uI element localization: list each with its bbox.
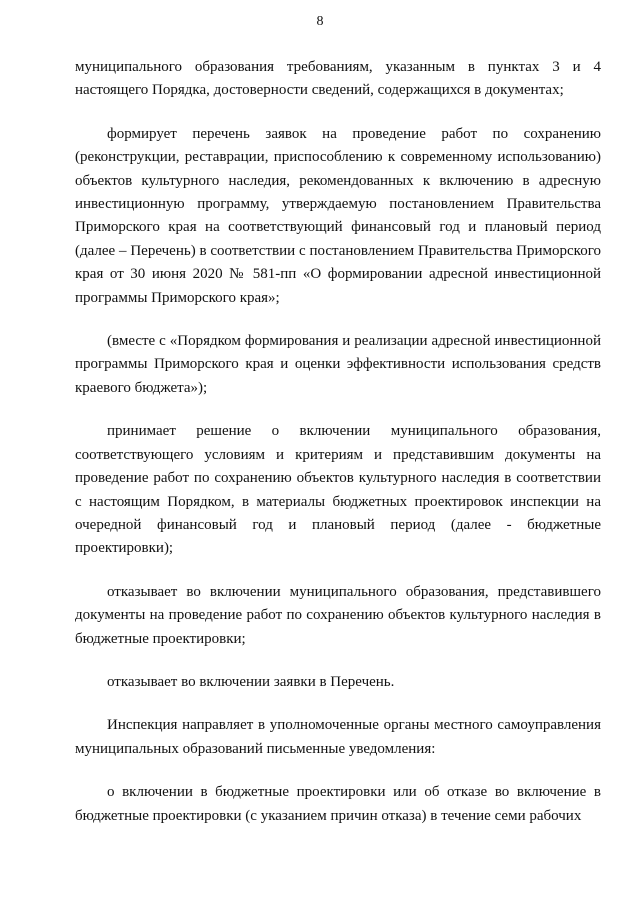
page-number: 8 — [316, 14, 324, 29]
paragraph-together-with: (вместе с «Порядком формирования и реализации адресной инвестиционной программы Приморского края и оценки эффективности использования средств краевого бюджета»); — [75, 333, 601, 396]
paragraph-inspection-sends: Инспекция направляет в уполномоченные органы местного самоуправления муниципальных образований письменные уведомления: — [75, 717, 601, 757]
paragraph-forms-list: формирует перечень заявок на проведение работ по сохранению (реконструкции, реставрации, приспособлению к современному использованию) объектов культурного наследия, рекомендованных к включению в адресную инвестиционную программу, утверждаемую постановлением Правительства Приморского края на соответствующий финансовый год и плановый период (далее – Перечень) в соответствии с постановлением Правительства Приморского края от 30 июня 2020 № 581-пп «О формировании адресной инвестиционной программы Приморского края»; — [75, 125, 601, 306]
paragraph-continuation: муниципального образования требованиям, указанным в пунктах 3 и 4 настоящего Порядка, достоверности сведений, содержащихся в документах; — [75, 59, 601, 99]
paragraph-refuses-inclusion: отказывает во включении муниципального образования, представившего документы на проведение работ по сохранению объектов культурного наследия в бюджетные проектировки; — [75, 583, 601, 647]
paragraph-makes-decision: принимает решение о включении муниципального образования, соответствующего условиям и критериям и представившим документы на проведение работ по сохранению объектов культурного наследия в соответствии с настоящим Порядком, в материалы бюджетных проектировок инспекции на очередной финансовый год и плановый период (далее - бюджетные проектировки); — [75, 423, 601, 557]
paragraph-notification: о включении в бюджетные проектировки или об отказе во включение в бюджетные проектировки (с указанием причин отказа) в течение семи рабочих — [75, 784, 601, 824]
document-body — [75, 56, 601, 828]
paragraph-refuses-application: отказывает во включении заявки в Перечень. — [107, 673, 395, 690]
